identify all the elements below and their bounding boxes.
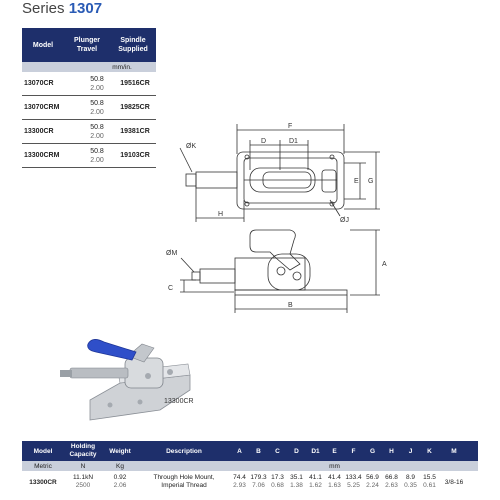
unit-weight: Kg (116, 462, 124, 470)
label-h: H (218, 211, 224, 218)
label-k: ØK (186, 143, 197, 150)
photo-caption: 13300CR (164, 398, 194, 405)
table-row (22, 471, 478, 493)
spec-j: 8.9 0.35 (404, 474, 417, 489)
spec-h: 66.8 2.63 (385, 474, 398, 489)
spindle-cell: 19825CR (120, 104, 150, 111)
header-spindle-supplied: Spindle Supplied (118, 37, 148, 53)
header-e: E (332, 447, 337, 455)
unit-model: Metric (34, 462, 52, 470)
spindle-cell: 19381CR (120, 128, 150, 135)
model-cell: 13300CR (24, 128, 54, 135)
spec-holding: 11.1kN 2500 (72, 474, 94, 489)
spec-g: 56.9 2.24 (366, 474, 379, 489)
spec-table (22, 441, 478, 493)
header-holding-capacity: Holding Capacity (69, 443, 97, 458)
spec-description: Through Hole Mount, Imperial Thread (153, 474, 215, 489)
spec-b: 179.3 7.06 (250, 474, 267, 489)
travel-cell: 50.8 2.00 (90, 147, 104, 164)
spec-table-unit-row (22, 461, 478, 471)
label-e: E (354, 178, 359, 185)
side-view-drawing (180, 230, 380, 313)
header-c: C (275, 447, 280, 455)
header-d: D (294, 447, 299, 455)
label-f: F (288, 123, 293, 130)
spec-d: 35.1 1.38 (290, 474, 303, 489)
label-g: G (368, 178, 374, 185)
header-weight: Weight (109, 447, 131, 455)
spec-d1: 41.1 1.62 (309, 474, 322, 489)
travel-cell: 50.8 2.00 (90, 99, 104, 116)
unit-label: mm/in. (112, 63, 132, 71)
model-cell: 13070CRM (24, 104, 60, 111)
unit-dims: mm (329, 462, 340, 470)
header-model: Model (33, 447, 53, 455)
spec-f: 133.4 5.25 (345, 474, 362, 489)
spec-weight: 0.92 2.06 (113, 474, 127, 489)
header-d1: D1 (311, 447, 320, 455)
header-b: B (256, 447, 261, 455)
header-f: F (351, 447, 356, 455)
spec-e: 41.4 1.63 (328, 474, 341, 489)
label-b: B (288, 302, 293, 309)
label-m: ØM (166, 250, 178, 257)
unit-holding: N (80, 462, 86, 470)
travel-cell: 50.8 2.00 (90, 75, 104, 92)
travel-cell: 50.8 2.00 (90, 123, 104, 140)
header-m: M (451, 447, 457, 455)
header-model: Model (32, 41, 54, 49)
header-description: Description (166, 447, 202, 455)
series-number: 1307 (68, 0, 103, 17)
label-c: C (168, 285, 174, 292)
label-a: A (382, 261, 387, 268)
spec-m: 3/8-16 (444, 478, 464, 486)
header-j: J (408, 447, 413, 455)
header-a: A (237, 447, 242, 455)
spec-c: 17.3 0.68 (271, 474, 284, 489)
header-h: H (389, 447, 394, 455)
spec-a: 74.4 2.93 (233, 474, 246, 489)
label-d: D (261, 138, 267, 145)
spec-table-header (22, 441, 478, 461)
series-prefix: Series (22, 0, 65, 17)
header-plunger-travel: Plunger Travel (73, 37, 101, 53)
header-g: G (369, 447, 376, 455)
label-d1: D1 (289, 138, 298, 145)
model-cell: 13300CRM (24, 152, 60, 159)
spec-model: 13300CR (29, 478, 57, 486)
header-k: K (427, 447, 432, 455)
spec-k: 15.5 0.61 (423, 474, 436, 489)
label-j: ØJ (340, 217, 349, 224)
spindle-cell: 19516CR (120, 80, 150, 87)
spindle-cell: 19103CR (120, 152, 150, 159)
product-photo (60, 339, 190, 420)
model-cell: 13070CR (24, 80, 54, 87)
top-view-drawing (180, 124, 380, 222)
